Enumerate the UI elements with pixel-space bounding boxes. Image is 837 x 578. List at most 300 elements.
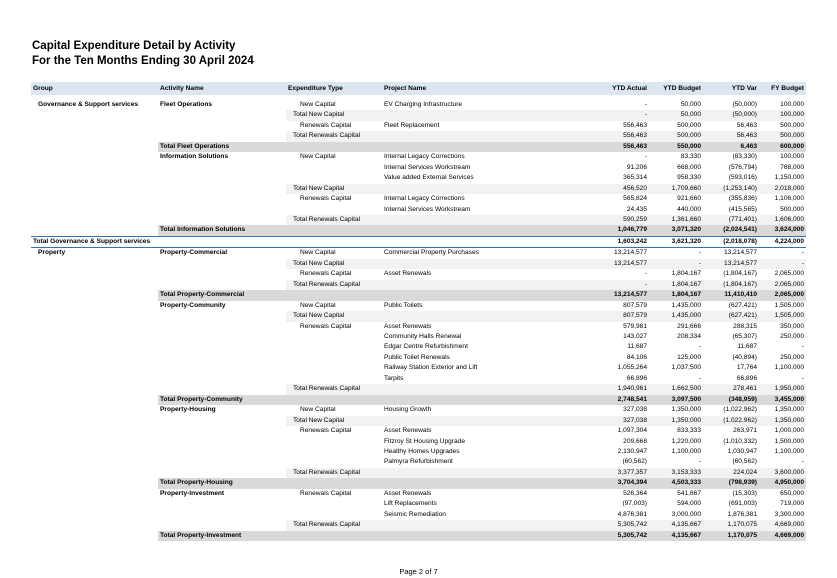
fy-budget-cell: 2,065,000	[774, 270, 804, 278]
ytd-var-cell: (691,003)	[728, 500, 757, 508]
project-cell	[382, 416, 568, 426]
ytd-budget-cell: 1,709,660	[649, 184, 703, 194]
group-cell	[31, 163, 158, 173]
table-row	[31, 363, 806, 373]
expenditure-type-cell	[286, 163, 382, 173]
project-cell	[382, 184, 568, 194]
project-cell	[382, 215, 568, 225]
group-cell	[31, 363, 158, 373]
ytd-var-cell: (415,565)	[728, 205, 757, 213]
expenditure-type-cell	[286, 353, 382, 363]
ytd-var-cell: 17,764	[736, 364, 757, 372]
table-row	[31, 194, 806, 204]
fy-budget-cell: 3,300,000	[774, 510, 804, 518]
table-row	[31, 332, 806, 342]
ytd-actual-cell: 5,305,742	[568, 520, 649, 530]
table-row	[31, 121, 806, 131]
col-header-ytd-budget: YTD Budget	[649, 82, 703, 95]
ytd-budget-cell: 958,330	[677, 174, 701, 182]
ytd-var-cell: 1,876,381	[727, 510, 757, 518]
project-cell	[382, 520, 568, 530]
ytd-var-cell: 278,461	[703, 384, 759, 394]
group-cell	[31, 531, 158, 541]
ytd-budget-cell: 1,804,167	[649, 290, 703, 300]
ytd-budget-cell: -	[698, 458, 701, 466]
fy-budget-cell: 2,065,000	[759, 290, 806, 300]
fy-budget-cell: 3,455,000	[759, 395, 806, 405]
project-cell: Fleet Replacement	[384, 121, 440, 129]
col-header-project: Project Name	[382, 82, 568, 95]
group-total-label: Total Governance & Support services	[31, 236, 568, 247]
activity-cell: Total Property-Housing	[158, 478, 286, 488]
activity-cell	[158, 110, 286, 120]
group-cell	[31, 290, 158, 300]
project-cell: Housing Growth	[384, 406, 432, 414]
fy-budget-cell: 4,669,000	[759, 520, 806, 530]
activity-cell: Total Property-Commercial	[158, 290, 286, 300]
table-row	[31, 342, 806, 352]
project-cell: Community Halls Renewal	[384, 332, 462, 340]
activity-total-row	[31, 290, 806, 300]
expenditure-type-cell	[286, 447, 382, 457]
subtotal-row	[31, 259, 806, 269]
group-cell	[31, 374, 158, 384]
ytd-budget-cell: 50,000	[680, 101, 701, 108]
ytd-actual-cell: 4,876,381	[617, 510, 647, 518]
group-cell	[31, 142, 158, 152]
activity-cell	[158, 280, 286, 290]
subtotal-row	[31, 184, 806, 194]
table-row	[31, 205, 806, 215]
project-cell	[382, 311, 568, 321]
ytd-actual-cell: 556,463	[568, 142, 649, 152]
group-cell	[31, 215, 158, 225]
activity-cell	[158, 194, 286, 204]
ytd-var-cell: (65,307)	[732, 332, 757, 340]
ytd-budget-cell: 1,350,000	[671, 406, 701, 414]
ytd-budget-cell: 550,000	[649, 142, 703, 152]
subtotal-row	[31, 280, 806, 290]
ytd-actual-cell: 5,305,742	[568, 531, 649, 541]
project-cell	[382, 395, 568, 405]
activity-cell	[158, 121, 286, 131]
fy-budget-cell: 1,950,000	[759, 384, 806, 394]
activity-cell: Fleet Operations	[160, 101, 213, 108]
project-cell	[382, 110, 568, 120]
ytd-actual-cell: -	[644, 153, 647, 161]
project-cell	[382, 478, 568, 488]
activity-cell	[158, 426, 286, 436]
subtotal-row	[31, 131, 806, 141]
ytd-actual-cell: 1,940,961	[568, 384, 649, 394]
expenditure-type-cell: Total New Capital	[286, 184, 382, 194]
project-cell: EV Charging Infrastructure	[384, 101, 463, 108]
group-cell	[31, 269, 158, 279]
ytd-var-cell: 13,214,577	[723, 249, 757, 257]
activity-cell	[158, 131, 286, 141]
fy-budget-cell: 3,600,000	[759, 468, 806, 478]
ytd-actual-cell: 13,214,577	[613, 249, 647, 257]
ytd-budget-cell: 50,000	[649, 110, 703, 120]
group-cell	[31, 301, 158, 311]
ytd-var-cell: 56,463	[703, 131, 759, 141]
project-cell: Internal Services Workstream	[384, 205, 471, 213]
ytd-budget-cell: 3,153,333	[649, 468, 703, 478]
table-row	[31, 510, 806, 520]
table-row	[31, 426, 806, 436]
ytd-budget-cell: 1,804,167	[671, 270, 701, 278]
ytd-actual-cell: 2,130,947	[617, 447, 647, 455]
ytd-var-cell: (627,421)	[728, 301, 757, 309]
group-cell	[31, 259, 158, 269]
ytd-var-cell: (593,016)	[728, 174, 757, 182]
subtotal-row	[31, 468, 806, 478]
ytd-budget-cell: 1,037,500	[671, 364, 701, 372]
group-cell	[31, 173, 158, 183]
ytd-actual-cell: 1,097,304	[617, 427, 647, 435]
project-cell	[382, 290, 568, 300]
group-cell: Property	[38, 249, 66, 257]
ytd-var-cell: 288,315	[733, 322, 757, 330]
header-row	[31, 82, 806, 95]
table-row	[31, 152, 806, 162]
ytd-actual-cell: (60,562)	[622, 458, 647, 466]
ytd-budget-cell: 500,000	[649, 131, 703, 141]
group-cell	[31, 353, 158, 363]
table-row	[31, 499, 806, 509]
ytd-budget-cell: 1,435,000	[649, 311, 703, 321]
ytd-actual-cell: 3,704,394	[568, 478, 649, 488]
table-row	[31, 248, 806, 259]
ytd-actual-cell: 807,579	[568, 311, 649, 321]
project-cell	[382, 384, 568, 394]
fy-budget-cell: 1,106,000	[774, 195, 804, 203]
project-cell: Asset Renewals	[384, 270, 432, 278]
group-cell	[31, 384, 158, 394]
ytd-var-cell: (60,562)	[732, 458, 757, 466]
expenditure-type-cell: New Capital	[300, 249, 336, 257]
report-title: Capital Expenditure Detail by Activity	[32, 40, 236, 52]
activity-cell	[158, 269, 286, 279]
activity-cell	[158, 259, 286, 269]
expenditure-type-cell: Total Renewals Capital	[286, 520, 382, 530]
expenditure-type-cell: New Capital	[300, 301, 336, 309]
expenditure-type-cell	[286, 205, 382, 215]
ytd-var-cell: (50,000)	[732, 101, 757, 108]
ytd-budget-cell: 1,220,000	[671, 437, 701, 445]
fy-budget-cell: 1,505,000	[759, 311, 806, 321]
ytd-actual-cell: 3,377,357	[568, 468, 649, 478]
activity-cell	[158, 416, 286, 426]
activity-cell	[158, 457, 286, 467]
ytd-actual-cell: 590,259	[568, 215, 649, 225]
table-row	[31, 447, 806, 457]
expenditure-type-cell: Total New Capital	[286, 259, 382, 269]
project-cell	[382, 531, 568, 541]
ytd-var-cell: 1,170,075	[703, 531, 759, 541]
ytd-actual-cell: -	[644, 270, 647, 278]
expenditure-type-cell	[286, 457, 382, 467]
fy-budget-cell: -	[801, 249, 804, 257]
table-row	[31, 301, 806, 311]
group-cell	[31, 225, 158, 236]
expenditure-type-cell: Renewals Capital	[300, 270, 352, 278]
group-cell	[31, 322, 158, 332]
table-row	[31, 100, 806, 110]
fy-budget-cell: 100,000	[780, 101, 804, 108]
fy-budget-cell: -	[759, 259, 806, 269]
ytd-actual-cell: 1,046,779	[568, 225, 649, 236]
activity-cell	[158, 374, 286, 384]
expenditure-type-cell: Renewals Capital	[300, 322, 352, 330]
ytd-budget-cell: 1,435,000	[671, 301, 701, 309]
activity-total-row	[31, 395, 806, 405]
activity-cell	[158, 173, 286, 183]
ytd-budget-cell: -	[698, 343, 701, 351]
subtotal-row	[31, 311, 806, 321]
ytd-var-cell: 6,463	[703, 142, 759, 152]
page-number: Page 2 of 7	[399, 567, 438, 576]
ytd-var-cell: 263,971	[733, 427, 757, 435]
fy-budget-cell: -	[801, 343, 804, 351]
group-cell	[31, 520, 158, 530]
ytd-actual-cell: 807,579	[623, 301, 647, 309]
subtotal-row	[31, 110, 806, 120]
ytd-var-cell: 1,170,075	[703, 520, 759, 530]
fy-budget-cell: 4,224,000	[759, 236, 806, 247]
ytd-budget-cell: 921,660	[677, 195, 701, 203]
ytd-actual-cell: 66,896	[626, 374, 647, 382]
ytd-var-cell: (1,804,167)	[723, 270, 757, 278]
expenditure-type-cell: Total New Capital	[286, 110, 382, 120]
activity-total-row	[31, 531, 806, 541]
table-row	[31, 269, 806, 279]
ytd-budget-cell: 3,621,320	[649, 236, 703, 247]
fy-budget-cell: 100,000	[780, 153, 804, 161]
col-header-ytd-actual: YTD Actual	[568, 82, 649, 95]
table-row	[31, 405, 806, 415]
expenditure-type-cell: Total Renewals Capital	[286, 468, 382, 478]
expenditure-type-cell: Total Renewals Capital	[286, 280, 382, 290]
group-cell	[31, 447, 158, 457]
ytd-actual-cell: 565,824	[623, 195, 647, 203]
fy-budget-cell: 500,000	[780, 205, 804, 213]
fy-budget-cell: 4,950,000	[759, 478, 806, 488]
ytd-actual-cell: -	[568, 110, 649, 120]
ytd-actual-cell: 13,214,577	[568, 290, 649, 300]
expenditure-type-cell: Total New Capital	[286, 416, 382, 426]
activity-cell: Property-Community	[160, 301, 226, 309]
group-cell	[31, 405, 158, 415]
project-cell	[382, 280, 568, 290]
ytd-actual-cell: 327,038	[623, 406, 647, 414]
ytd-budget-cell: 4,503,333	[649, 478, 703, 488]
fy-budget-cell: 600,000	[759, 142, 806, 152]
activity-cell	[158, 353, 286, 363]
fy-budget-cell: 350,000	[780, 322, 804, 330]
report-subtitle: For the Ten Months Ending 30 April 2024	[32, 55, 254, 67]
ytd-actual-cell: 209,668	[623, 437, 647, 445]
fy-budget-cell: 1,000,000	[774, 427, 804, 435]
fy-budget-cell: 1,100,000	[774, 447, 804, 455]
subtotal-row	[31, 215, 806, 225]
table-body	[31, 100, 806, 541]
project-cell: Seismic Remediation	[384, 510, 446, 518]
fy-budget-cell: 500,000	[759, 131, 806, 141]
group-cell	[31, 478, 158, 488]
ytd-var-cell: (627,421)	[703, 311, 759, 321]
activity-total-row	[31, 142, 806, 152]
ytd-actual-cell: 13,214,577	[568, 259, 649, 269]
expenditure-type-cell	[286, 363, 382, 373]
activity-cell	[158, 163, 286, 173]
group-cell	[31, 510, 158, 520]
ytd-actual-cell: (97,003)	[622, 500, 647, 508]
group-cell	[31, 131, 158, 141]
activity-cell	[158, 447, 286, 457]
ytd-budget-cell: 1,662,500	[649, 384, 703, 394]
expenditure-type-cell	[286, 225, 382, 236]
ytd-budget-cell: 3,071,320	[649, 225, 703, 236]
ytd-var-cell: (576,794)	[728, 163, 757, 171]
project-cell	[382, 131, 568, 141]
ytd-actual-cell: 91,206	[626, 163, 647, 171]
table-row	[31, 322, 806, 332]
ytd-actual-cell: 456,520	[568, 184, 649, 194]
fy-budget-cell: 1,350,000	[759, 416, 806, 426]
ytd-actual-cell: 143,027	[623, 332, 647, 340]
ytd-actual-cell: 579,981	[623, 322, 647, 330]
fy-budget-cell: 250,000	[780, 332, 804, 340]
expenditure-type-cell: New Capital	[300, 101, 336, 108]
expenditure-type-cell	[286, 499, 382, 509]
project-cell	[382, 225, 568, 236]
activity-cell: Total Property-Investment	[158, 531, 286, 541]
ytd-var-cell: (15,303)	[732, 489, 757, 497]
ytd-var-cell: (771,401)	[703, 215, 759, 225]
fy-budget-cell: 768,000	[780, 163, 804, 171]
expenditure-type-cell: Renewals Capital	[300, 489, 352, 497]
ytd-var-cell: (50,000)	[703, 110, 759, 120]
group-cell	[31, 194, 158, 204]
project-cell: Railway Station Exterior and Lift	[384, 364, 478, 372]
activity-cell	[158, 184, 286, 194]
activity-cell	[158, 510, 286, 520]
activity-cell	[158, 342, 286, 352]
ytd-budget-cell: 4,135,667	[649, 531, 703, 541]
ytd-var-cell: (798,939)	[703, 478, 759, 488]
activity-cell: Total Property-Community	[158, 395, 286, 405]
fy-budget-cell: 1,350,000	[774, 406, 804, 414]
ytd-budget-cell: 594,000	[677, 500, 701, 508]
ytd-var-cell: (2,018,078)	[703, 236, 759, 247]
activity-cell	[158, 332, 286, 342]
activity-cell	[158, 437, 286, 447]
expenditure-type-cell: Total Renewals Capital	[286, 215, 382, 225]
ytd-actual-cell: 327,038	[568, 416, 649, 426]
fy-budget-cell: 1,606,000	[759, 215, 806, 225]
ytd-budget-cell: 83,330	[680, 153, 701, 161]
group-cell	[31, 342, 158, 352]
ytd-budget-cell: 3,097,500	[649, 395, 703, 405]
ytd-actual-cell: 24,435	[626, 205, 647, 213]
expenditure-type-cell	[286, 478, 382, 488]
col-header-expenditure-type: Expenditure Type	[286, 82, 382, 95]
ytd-var-cell: 11,687	[737, 343, 757, 351]
subtotal-row	[31, 416, 806, 426]
subtotal-row	[31, 520, 806, 530]
group-cell	[31, 332, 158, 342]
ytd-var-cell: (83,330)	[732, 153, 757, 161]
ytd-budget-cell: 541,667	[677, 489, 701, 497]
table-row	[31, 489, 806, 499]
ytd-actual-cell: 1,055,264	[617, 364, 647, 372]
ytd-var-cell: 1,030,947	[727, 447, 757, 455]
expenditure-type-cell: Renewals Capital	[300, 195, 352, 203]
expenditure-type-cell	[286, 173, 382, 183]
ytd-budget-cell: 208,334	[677, 332, 701, 340]
project-cell: Internal Legacy Corrections	[384, 195, 465, 203]
table-row	[31, 374, 806, 384]
ytd-var-cell: 66,896	[736, 374, 757, 382]
ytd-var-cell: 56,463	[736, 121, 757, 129]
expenditure-type-cell: Total New Capital	[286, 311, 382, 321]
fy-budget-cell: 1,100,000	[774, 364, 804, 372]
expenditure-type-cell	[286, 531, 382, 541]
fy-budget-cell: 250,000	[780, 353, 804, 361]
ytd-var-cell: (348,959)	[703, 395, 759, 405]
project-cell: Edgar Centre Refurbishment	[384, 343, 468, 351]
group-cell	[31, 280, 158, 290]
expenditure-type-cell: Total Renewals Capital	[286, 131, 382, 141]
ytd-var-cell: (1,804,167)	[703, 280, 759, 290]
ytd-budget-cell: 833,333	[677, 427, 701, 435]
ytd-budget-cell: -	[649, 259, 703, 269]
fy-budget-cell: -	[801, 458, 804, 466]
group-cell	[31, 437, 158, 447]
ytd-var-cell: (2,024,541)	[703, 225, 759, 236]
table-row	[31, 353, 806, 363]
activity-cell	[158, 499, 286, 509]
ytd-var-cell: 11,410,410	[703, 290, 759, 300]
fy-budget-cell: 1,150,000	[774, 174, 804, 182]
group-total-row	[31, 236, 806, 247]
subtotal-row	[31, 384, 806, 394]
ytd-budget-cell: 291,666	[677, 322, 701, 330]
group-cell	[31, 184, 158, 194]
activity-cell: Information Solutions	[160, 153, 229, 161]
ytd-actual-cell: 556,463	[568, 131, 649, 141]
ytd-var-cell: (1,022,962)	[723, 406, 757, 414]
group-cell	[31, 499, 158, 509]
expenditure-type-cell: Renewals Capital	[300, 121, 352, 129]
col-header-fy-budget: FY Budget	[759, 82, 806, 95]
ytd-actual-cell: 2,748,541	[568, 395, 649, 405]
expenditure-type-cell	[286, 395, 382, 405]
project-cell	[382, 259, 568, 269]
project-cell: Palmyra Refurbishment	[384, 458, 453, 466]
group-cell	[31, 489, 158, 499]
activity-cell	[158, 363, 286, 373]
ytd-actual-cell: 11,687	[627, 343, 647, 351]
project-cell: Asset Renewals	[384, 322, 432, 330]
activity-cell: Total Fleet Operations	[158, 142, 286, 152]
group-cell	[31, 110, 158, 120]
ytd-var-cell: 13,214,577	[703, 259, 759, 269]
expenditure-type-cell	[286, 342, 382, 352]
ytd-var-cell: (355,836)	[728, 195, 757, 203]
fy-budget-cell: 650,000	[780, 489, 804, 497]
